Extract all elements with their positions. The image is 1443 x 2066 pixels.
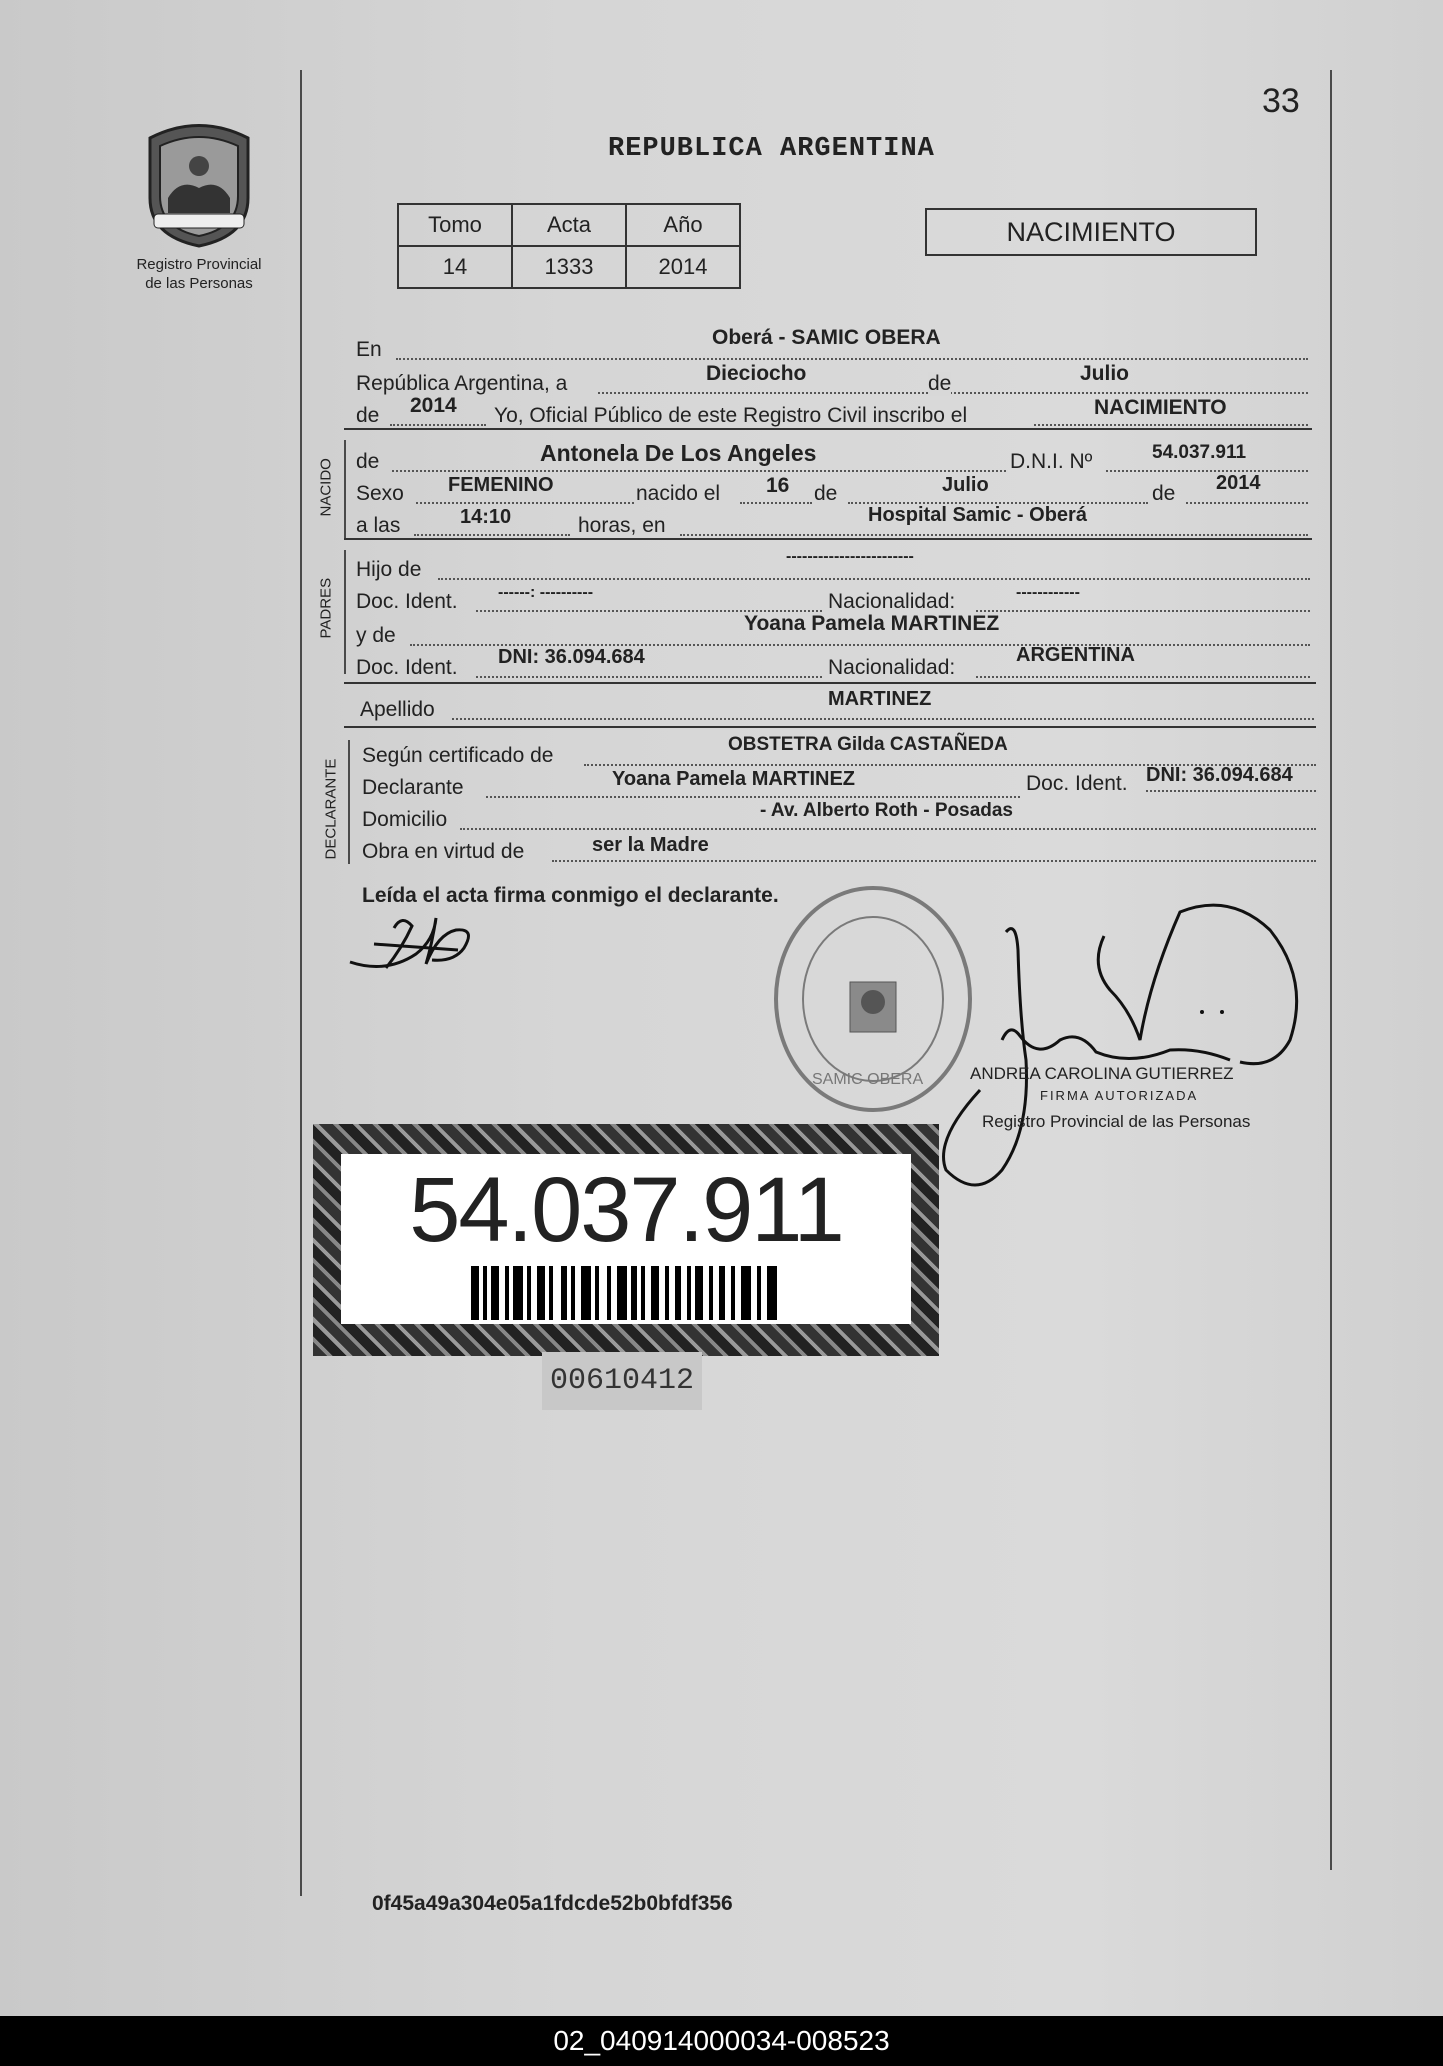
dotted-line xyxy=(1034,424,1308,426)
year-value: 2014 xyxy=(410,394,457,417)
de2-label: de xyxy=(356,404,380,427)
official-signature xyxy=(940,900,1320,1200)
nacido-bracket xyxy=(344,440,346,540)
nacido-name-value: Antonela De Los Angeles xyxy=(540,440,817,466)
page-number: 33 xyxy=(1262,82,1300,120)
dotted-line xyxy=(414,534,570,536)
dotted-line xyxy=(438,578,1310,580)
mother-nat-value: ARGENTINA xyxy=(1016,644,1135,666)
section-divider xyxy=(344,428,1312,430)
nacido-de-label3: de xyxy=(1152,482,1176,505)
father-nat-label: Nacionalidad: xyxy=(828,590,956,613)
y-de-label: y de xyxy=(356,624,396,647)
padres-bracket xyxy=(344,550,346,674)
nacido-de-label2: de xyxy=(814,482,838,505)
dotted-line xyxy=(1106,470,1308,472)
en-value: Oberá - SAMIC OBERA xyxy=(712,326,941,349)
official-name: ANDREA CAROLINA GUTIERREZ xyxy=(970,1064,1234,1083)
dotted-line xyxy=(390,424,486,426)
table-header-ano: Año xyxy=(626,204,740,246)
record-type-box: NACIMIENTO xyxy=(925,208,1257,256)
right-margin-line xyxy=(1330,70,1332,1870)
obra-value: ser la Madre xyxy=(592,834,709,856)
segun-label: Según certificado de xyxy=(362,744,554,767)
father-doc-value: ------: ---------- xyxy=(498,584,594,601)
father-value: ------------------------ xyxy=(786,548,914,565)
official-office: Registro Provincial de las Personas xyxy=(982,1112,1251,1131)
table-header-tomo: Tomo xyxy=(398,204,512,246)
mother-doc-value: DNI: 36.094.684 xyxy=(498,646,645,668)
dotted-line xyxy=(552,860,1316,862)
dni-label: D.N.I. Nº xyxy=(1010,450,1093,473)
declarante-bracket xyxy=(348,740,350,864)
oficial-text: Yo, Oficial Público de este Registro Civil inscribo el xyxy=(494,404,968,427)
birth-month-value: Julio xyxy=(942,474,989,496)
province-seal-logo xyxy=(140,118,258,248)
barcode xyxy=(471,1266,781,1320)
de-label: de xyxy=(928,372,952,395)
dotted-line xyxy=(680,534,1308,536)
month-value: Julio xyxy=(1080,362,1130,385)
apellido-label: Apellido xyxy=(360,698,435,721)
section-divider xyxy=(344,538,1312,540)
dotted-line xyxy=(392,470,1006,472)
folio-number: 00610412 xyxy=(542,1352,702,1410)
dotted-line xyxy=(476,676,822,678)
father-doc-label: Doc. Ident. xyxy=(356,590,458,613)
inscribe-value: NACIMIENTO xyxy=(1094,396,1227,419)
dotted-line xyxy=(1186,502,1308,504)
dotted-line xyxy=(976,676,1310,678)
mother-value: Yoana Pamela MARTINEZ xyxy=(744,612,1000,635)
republica-label: República Argentina, a xyxy=(356,372,568,395)
table-header-acta: Acta xyxy=(512,204,626,246)
logo-caption-line1: Registro Provincial xyxy=(136,256,262,273)
table-value-acta: 1333 xyxy=(512,246,626,288)
hijo-de-label: Hijo de xyxy=(356,558,422,581)
segun-value: OBSTETRA Gilda CASTAÑEDA xyxy=(728,734,1008,755)
father-nat-value: ------------ xyxy=(1016,584,1080,601)
time-value: 14:10 xyxy=(460,506,512,528)
sexo-value: FEMENINO xyxy=(448,474,554,496)
apellido-value: MARTINEZ xyxy=(828,688,932,710)
barcode-sticker xyxy=(313,1124,939,1356)
document-hash: 0f45a49a304e05a1fdcde52b0bfdf356 xyxy=(372,1892,733,1915)
table-value-tomo: 14 xyxy=(398,246,512,288)
obra-label: Obra en virtud de xyxy=(362,840,525,863)
dotted-line xyxy=(1146,790,1316,792)
dotted-line xyxy=(452,718,1314,720)
birth-year-value: 2014 xyxy=(1216,472,1261,494)
closing-text: Leída el acta firma conmigo el declarante. xyxy=(362,884,779,907)
mother-nat-label: Nacionalidad: xyxy=(828,656,956,679)
domicilio-value: - Av. Alberto Roth - Posadas xyxy=(760,800,1014,821)
dotted-line xyxy=(486,796,1020,798)
logo-caption-line2: de las Personas xyxy=(145,275,253,292)
day-value: Dieciocho xyxy=(706,362,807,385)
dotted-line xyxy=(598,392,1308,394)
birth-day-value: 16 xyxy=(766,474,790,497)
a-las-label: a las xyxy=(356,514,401,537)
sticker-number: 54.037.911 xyxy=(409,1159,843,1261)
dotted-line xyxy=(976,610,1310,612)
padres-section-label: PADRES xyxy=(317,577,335,639)
document-title: REPUBLICA ARGENTINA xyxy=(608,134,935,164)
nacido-section-label: NACIDO xyxy=(317,458,335,517)
left-margin-line xyxy=(300,70,302,1896)
footer-id: 02_040914000034-008523 xyxy=(0,2016,1443,2066)
nacido-de-label: de xyxy=(356,450,380,473)
mother-doc-label: Doc. Ident. xyxy=(356,656,458,679)
official-role: FIRMA AUTORIZADA xyxy=(1040,1088,1199,1103)
place-value: Hospital Samic - Oberá xyxy=(868,504,1087,526)
nacido-el-label: nacido el xyxy=(636,482,721,505)
stamp-inner-text: SAMIC OBERA xyxy=(812,1071,924,1088)
declarante-doc-value: DNI: 36.094.684 xyxy=(1146,764,1293,786)
dotted-line xyxy=(396,358,1308,360)
table-value-ano: 2014 xyxy=(626,246,740,288)
sticker-label xyxy=(341,1154,911,1324)
declarante-doc-label: Doc. Ident. xyxy=(1026,772,1128,795)
registry-table xyxy=(397,203,741,289)
dotted-line xyxy=(460,828,1316,830)
declarante-value: Yoana Pamela MARTINEZ xyxy=(612,768,856,790)
declarante-section-label: DECLARANTE xyxy=(322,758,340,860)
horas-label: horas, en xyxy=(578,514,666,537)
declarante-label: Declarante xyxy=(362,776,464,799)
section-divider xyxy=(344,726,1316,728)
dni-value: 54.037.911 xyxy=(1152,442,1247,463)
sexo-label: Sexo xyxy=(356,482,404,505)
declarant-signature xyxy=(346,904,486,982)
dotted-line xyxy=(416,502,634,504)
section-divider xyxy=(344,682,1316,684)
en-label: En xyxy=(356,338,382,361)
domicilio-label: Domicilio xyxy=(362,808,448,831)
dotted-line xyxy=(740,502,812,504)
